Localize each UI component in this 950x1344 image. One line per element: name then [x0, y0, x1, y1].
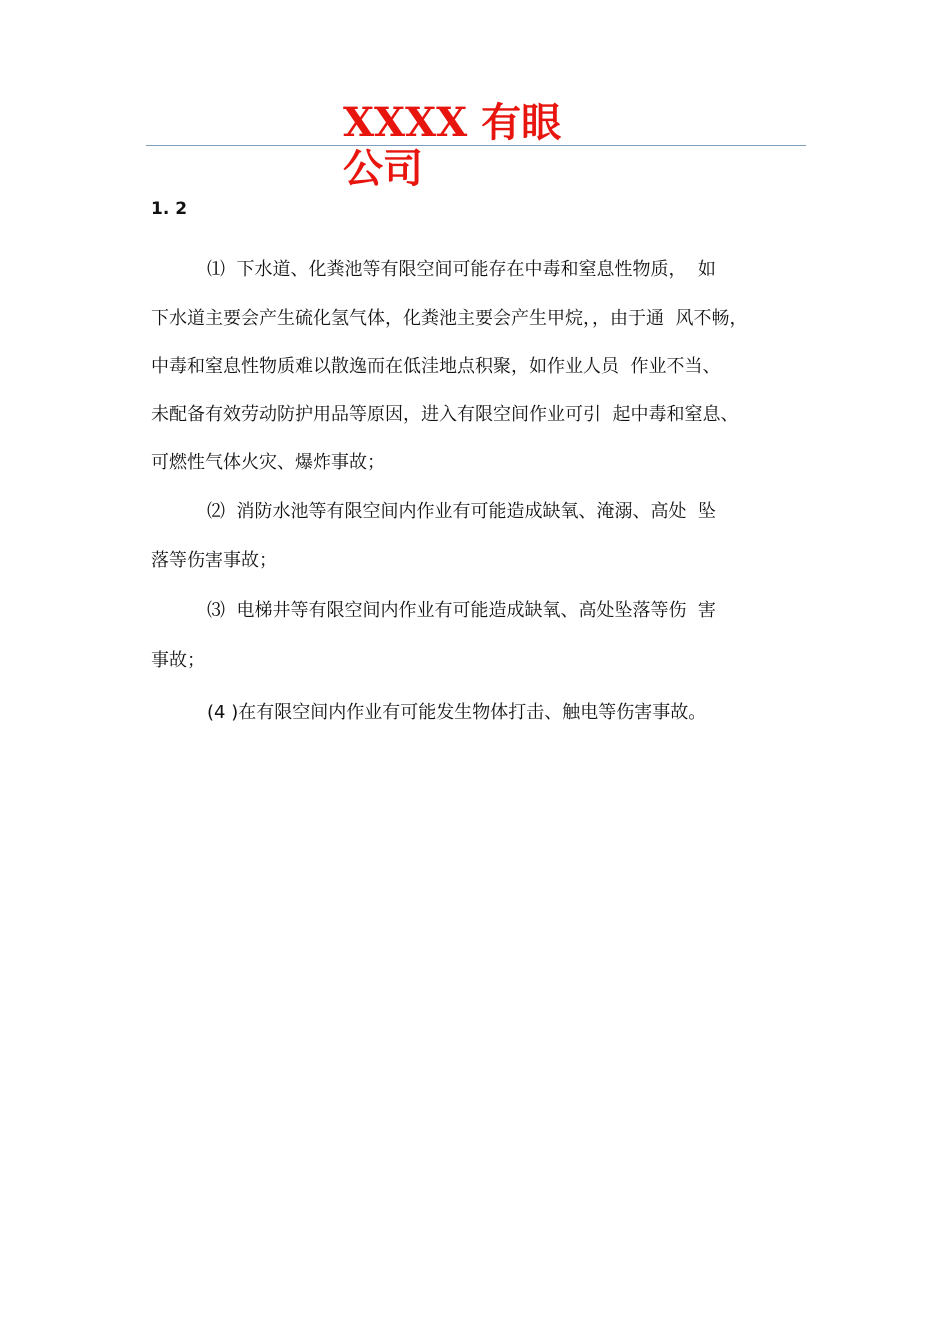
paragraph-1-line-4: 未配备有效劳动防护用品等原因，进入有限空间作业可引 起中毒和窒息、 [151, 404, 739, 425]
paragraph-3-line-2: 事故； [151, 650, 205, 671]
section-number: 1. 2 [151, 199, 188, 219]
paragraph-1-line-2: 下水道主要会产生硫化氢气体，化粪池主要会产生甲烷，，由于通 风不畅， [151, 308, 748, 329]
paragraph-1-line-3: 中毒和窒息性物质难以散逸而在低洼地点积聚，如作业人员 作业不当、 [151, 356, 721, 377]
paragraph-4-line-1: (4 )在有限空间内作业有可能发生物体打击、触电等伤害事故。 [207, 702, 707, 723]
paragraph-1-line-5: 可燃性气体火灾、爆炸事故； [151, 452, 385, 473]
company-title: XXXX 有眼公司 [343, 99, 562, 192]
paragraph-2-line-1: ⑵ 消防水池等有限空间内作业有可能造成缺氧、淹溺、高处 坠 [207, 501, 716, 522]
paragraph-1-line-1: ⑴ 下水道、化粪池等有限空间可能存在中毒和窒息性物质， 如 [207, 259, 716, 280]
paragraph-3-line-1: ⑶ 电梯井等有限空间内作业有可能造成缺氧、高处坠落等伤 害 [207, 600, 716, 621]
paragraph-2-line-2: 落等伤害事故； [151, 550, 277, 571]
